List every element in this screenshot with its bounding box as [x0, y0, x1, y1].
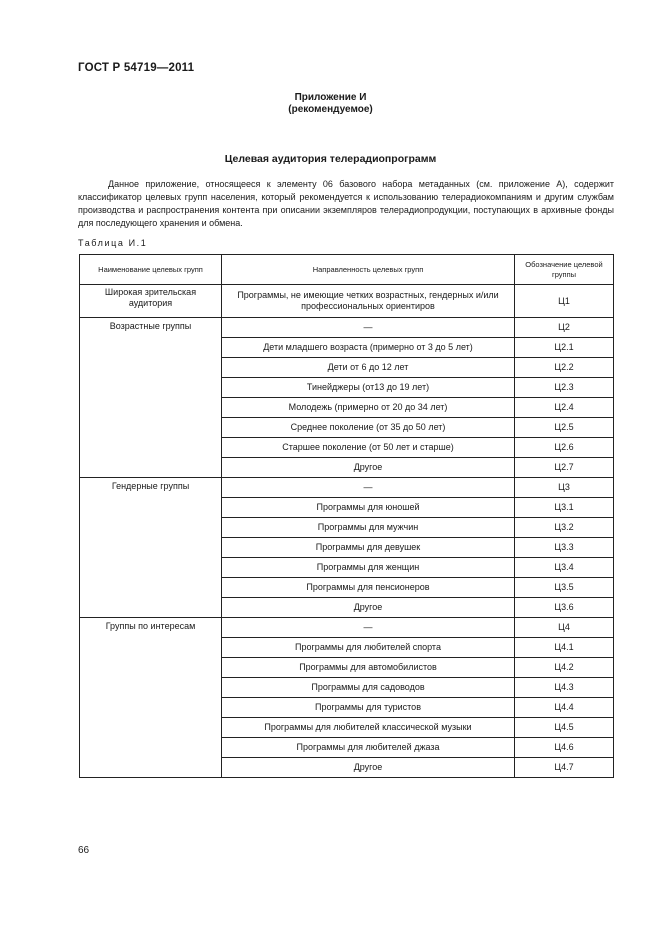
group-name-cell: Группы по интересам [80, 618, 222, 778]
direction-cell: Программы для юношей [222, 498, 515, 518]
direction-cell: — [222, 478, 515, 498]
direction-cell: Программы для любителей спорта [222, 638, 515, 658]
direction-cell: Молодежь (примерно от 20 до 34 лет) [222, 398, 515, 418]
direction-cell: Дети младшего возраста (примерно от 3 до 5 лет) [222, 338, 515, 358]
direction-cell: Программы для любителей классической музыки [222, 718, 515, 738]
code-cell: Ц3.2 [515, 518, 614, 538]
header-group-code: Обозначение целевой группы [515, 255, 614, 285]
table-row [80, 478, 614, 498]
page-number: 66 [78, 845, 90, 856]
direction-cell: Старшее поколение (от 50 лет и старше) [222, 438, 515, 458]
direction-cell: Программы для женщин [222, 558, 515, 578]
direction-cell: Другое [222, 598, 515, 618]
appendix-title: Приложение И [294, 92, 367, 103]
document-code: ГОСТ Р 54719—2011 [78, 62, 195, 74]
direction-cell: Программы для пенсионеров [222, 578, 515, 598]
direction-cell: Программы для туристов [222, 698, 515, 718]
code-cell: Ц3.6 [515, 598, 614, 618]
target-groups-table [79, 254, 614, 778]
group-name-cell: Возрастные группы [80, 318, 222, 478]
code-cell: Ц4.4 [515, 698, 614, 718]
code-cell: Ц3.5 [515, 578, 614, 598]
direction-cell: Дети от 6 до 12 лет [222, 358, 515, 378]
direction-cell: — [222, 318, 515, 338]
direction-cell: — [222, 618, 515, 638]
appendix-heading [0, 92, 661, 116]
code-cell: Ц4.7 [515, 758, 614, 778]
direction-cell: Программы для садоводов [222, 678, 515, 698]
header-group-direction: Направленность целевых групп [222, 255, 515, 285]
section-title: Целевая аудитория телерадиопрограмм [224, 153, 437, 165]
direction-cell: Программы для девушек [222, 538, 515, 558]
code-cell: Ц2.3 [515, 378, 614, 398]
intro-paragraph: Данное приложение, относящееся к элементу 06 базового набора метаданных (см. приложение А), содержит классификатор целевых групп населения, который рекомендуется к использованию телерадиокомпаниям и другим службам производства и распространения контента при описании экземпляров телерадиопродукции, поступающих в архивные фонды для последующего хранения и обмена. [78, 179, 614, 228]
code-cell: Ц2.7 [515, 458, 614, 478]
table-row [80, 285, 614, 318]
code-cell: Ц2.6 [515, 438, 614, 458]
table-caption: Таблица И.1 [78, 238, 148, 248]
table-row [80, 318, 614, 338]
code-cell: Ц3.3 [515, 538, 614, 558]
direction-cell: Программы для автомобилистов [222, 658, 515, 678]
header-group-name: Наименование целевых групп [80, 255, 222, 285]
code-cell: Ц4.3 [515, 678, 614, 698]
code-cell: Ц3.4 [515, 558, 614, 578]
code-cell: Ц3.1 [515, 498, 614, 518]
group-name-cell: Широкая зрительская аудитория [80, 285, 222, 318]
direction-cell: Среднее поколение (от 35 до 50 лет) [222, 418, 515, 438]
code-cell: Ц4.2 [515, 658, 614, 678]
code-cell: Ц2.1 [515, 338, 614, 358]
code-cell: Ц4.6 [515, 738, 614, 758]
code-cell: Ц2.5 [515, 418, 614, 438]
direction-cell: Программы, не имеющие четких возрастных, гендерных и/или профессиональных ориентиров [222, 285, 515, 318]
group-name-cell: Гендерные группы [80, 478, 222, 618]
code-cell: Ц4.1 [515, 638, 614, 658]
code-cell: Ц2.2 [515, 358, 614, 378]
code-cell: Ц1 [515, 285, 614, 318]
code-cell: Ц3 [515, 478, 614, 498]
code-cell: Ц2.4 [515, 398, 614, 418]
direction-cell: Другое [222, 758, 515, 778]
direction-cell: Тинейджеры (от13 до 19 лет) [222, 378, 515, 398]
direction-cell: Другое [222, 458, 515, 478]
direction-cell: Программы для мужчин [222, 518, 515, 538]
direction-cell: Программы для любителей джаза [222, 738, 515, 758]
table-row [80, 618, 614, 638]
code-cell: Ц4.5 [515, 718, 614, 738]
table-body [80, 285, 614, 778]
appendix-subtitle: (рекомендуемое) [288, 104, 373, 115]
table-header-row [80, 255, 614, 285]
code-cell: Ц4 [515, 618, 614, 638]
code-cell: Ц2 [515, 318, 614, 338]
